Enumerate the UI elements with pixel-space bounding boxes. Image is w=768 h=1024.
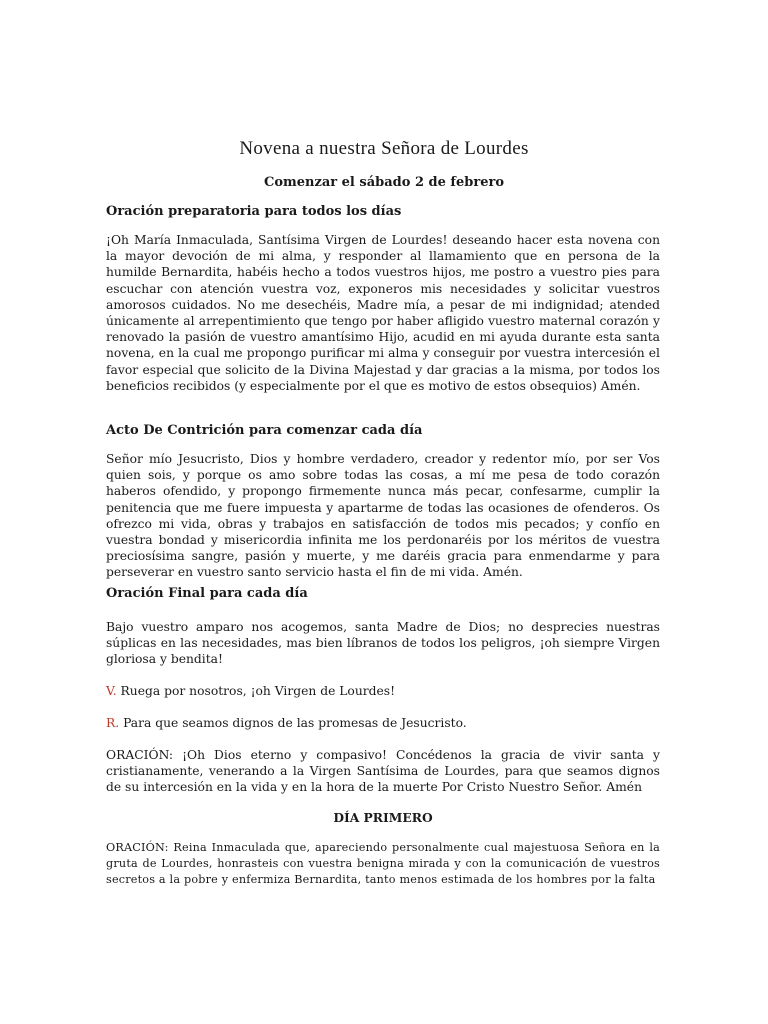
day-heading-block [106,810,660,825]
document-title: Novena a nuestra Señora de Lourdes [239,138,529,159]
section-heading: Acto De Contrición para comenzar cada día [106,423,423,438]
oracion-text: ORACIÓN: ¡Oh Dios eterno y compasivo! Concédenos la gracia de vivir santa y cristianamente, venerando a la Virgen Santísima de Lourdes, para que seamos dignos de su intercesión en la vida y en la hora de la muerte Por Cristo Nuestro Señor. Amén [106,748,660,795]
oracion-block [106,747,660,796]
response [106,715,660,731]
section-text: Señor mío Jesucristo, Dios y hombre verdadero, creador y redentor mío, por ser Vos quien sois, y porque os amo sobre todas las cosas, a mí me pesa de todo corazón haberos ofendido, y propongo firmemente nunca más pecar, confesarme, cumplir la penitencia que me fuere impuesta y apartarme de todas las ocasiones de ofenderos. Os ofrezco mi vida, obras y trabajos en satisfacción de todos mis pecados; y confío en vuestra bondad y misericordia infinita me los perdonaréis por los méritos de vuestra preciosísima sangre, pasión y muerte, y me daréis gracia para enmendarme y para perseverar en vuestro santo servicio hasta el fin de mi vida. Amén. [106,452,660,580]
section-text: ¡Oh María Inmaculada, Santísima Virgen de Lourdes! deseando hacer esta novena con la mayor devoción de mi alma, y responder al llamamiento que en persona de la humilde Bernardita, habéis hecho a todos vuestros hijos, me postro a vuestro pies para escuchar con atención vuestra voz, exponeros mis necesidades y solicitar vuestros amorosos cuidados. No me desechéis, Madre mía, a pesar de mi indignidad; atended únicamente al arrepentimiento que tengo por haber afligido vuestro maternal corazón y renovado la pasión de vuestro amantísimo Hijo, acudid en mi ayuda durante esta santa novena, en la cual me propongo purificar mi alma y conseguir por vuestra intercesión el favor especial que solicito de la Divina Majestad y dar gracias a la misma, por todos los beneficios recibidos (y especialmente por el que es motivo de estos obsequios) Amén. [106,233,660,393]
versicle [106,683,660,699]
section-contricion [106,423,660,581]
section-heading: Oración Final para cada día [106,586,308,601]
section-oracion-final [106,586,660,668]
response-text: Para que seamos dignos de las promesas de Jesucristo. [119,716,467,730]
section-text: Bajo vuestro amparo nos acogemos, santa Madre de Dios; no desprecies nuestras súplicas en las necesidades, mas bien líbranos de todos los peligros, ¡oh siempre Virgen gloriosa y bendita! [106,620,660,667]
day-heading: DÍA PRIMERO [333,810,433,825]
versicle-text: Ruega por nosotros, ¡oh Virgen de Lourdes! [116,684,396,698]
section-preparatoria [106,204,660,394]
day-block [106,840,660,887]
document-subtitle: Comenzar el sábado 2 de febrero [263,175,504,190]
versicle-mark: V. [106,684,117,698]
day-text: ORACIÓN: Reina Inmaculada que, apareciendo personalmente cual majestuosa Señora en la gruta de Lourdes, honrasteis con vuestra benigna mirada y con la comunicación de vuestros secretos a la pobre y enfermiza Bernardita, tanto menos estimada de los hombres por la falta [106,841,660,886]
response-mark: R. [106,716,120,730]
section-heading: Oración preparatoria para todos los días [106,204,402,219]
